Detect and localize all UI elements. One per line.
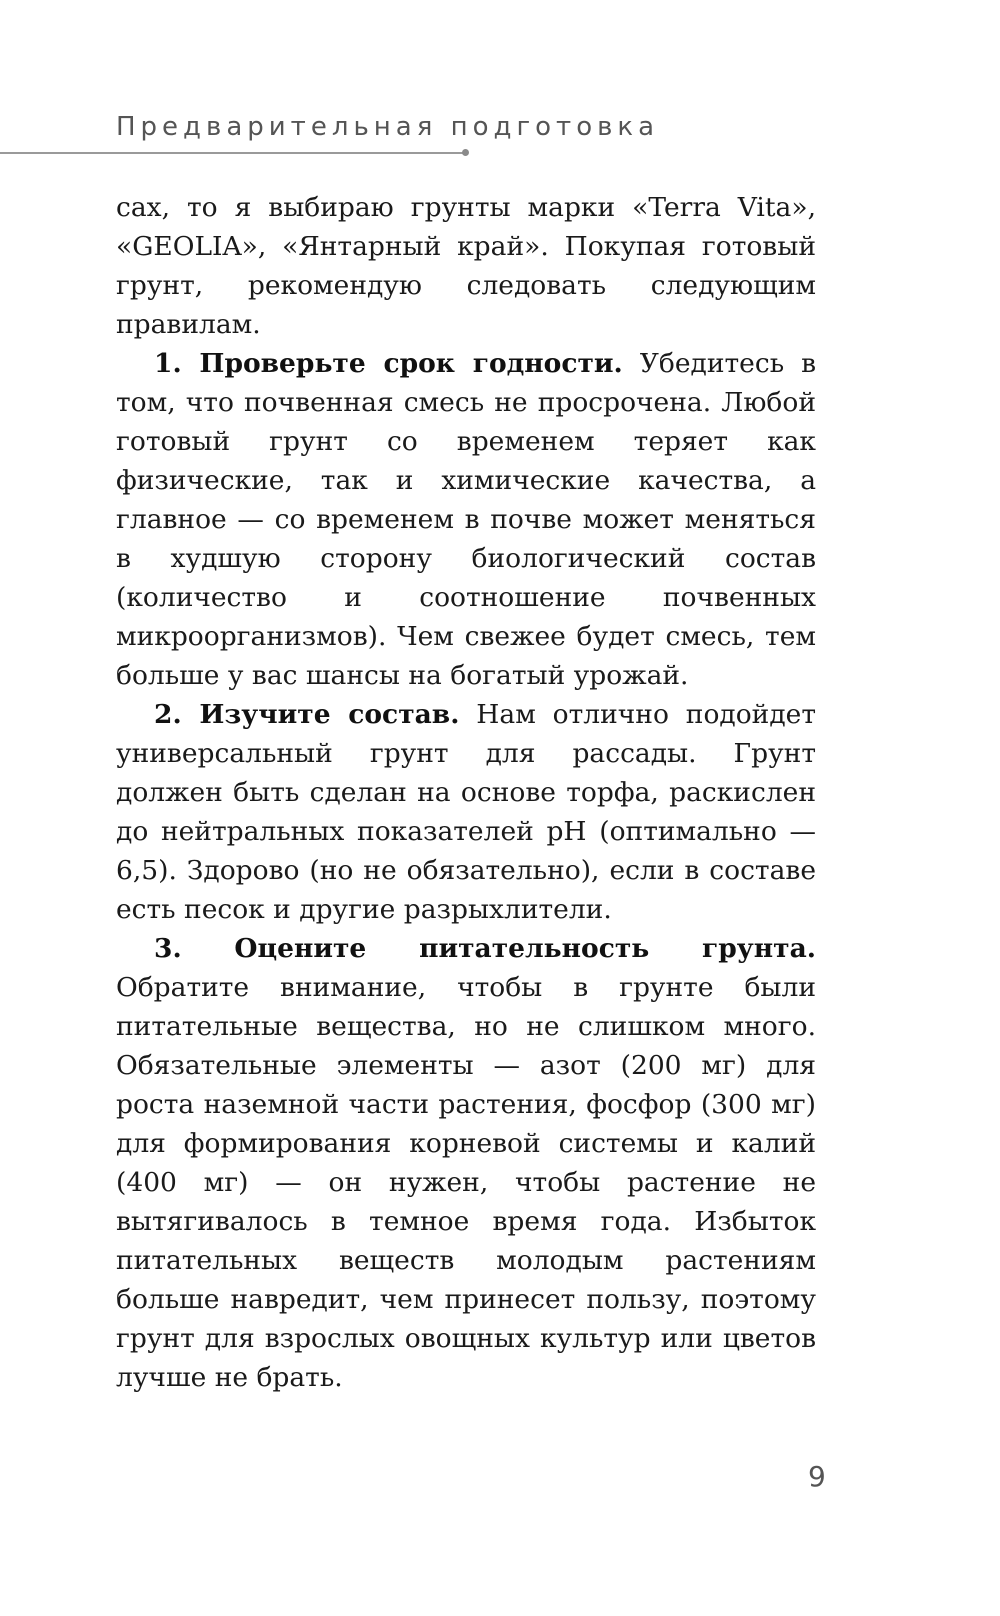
list-item-1-text: Убедитесь в том, что почвенная смесь не просрочена. Любой готовый грунт со временем теряет как физические, так и химические качества, а главное — со временем в почве может меняться в худшую сторону биологический состав (количество и соотношение почвенных микроорганизмов). Чем свежее будет смесь, тем больше у вас шансы на богатый урожай. [116,348,816,691]
list-item-1-heading: 1. Проверьте срок годности. [154,348,623,379]
body-text [116,188,816,1397]
running-header: Предварительная подготовка [116,112,660,142]
list-item-2 [116,695,816,929]
list-item-1 [116,344,816,695]
list-item-3-heading: 3. Оцените питательность грунта. [154,933,816,964]
page-number: 9 [808,1460,826,1493]
intro-paragraph: сах, то я выбираю грунты марки «Terra Vita», «GEOLIA», «Янтарный край». Покупая готовый грунт, рекомендую следовать следующим правилам. [116,192,816,340]
header-rule-dot [462,149,469,156]
list-item-2-text: Нам отлично подойдет универсальный грунт для рассады. Грунт должен быть сделан на основе торфа, раскислен до нейтральных показателей pH (оптимально — 6,5). Здорово (но не обязательно), если в составе есть песок и другие разрыхлители. [116,699,816,925]
list-item-3 [116,929,816,1397]
list-item-3-text: Обратите внимание, чтобы в грунте были питательные вещества, но не слишком много. Обязательные элементы — азот (200 мг) для роста наземной части растения, фосфор (300 мг) для формирования корневой системы и калий (400 мг) — он нужен, чтобы растение не вытягивалось в темное время года. Избыток питательных веществ молодым растениям больше навредит, чем принесет пользу, поэтому грунт для взрослых овощных культур или цветов лучше не брать. [116,972,816,1393]
list-item-2-heading: 2. Изучите состав. [154,699,460,730]
header-rule [0,152,466,154]
